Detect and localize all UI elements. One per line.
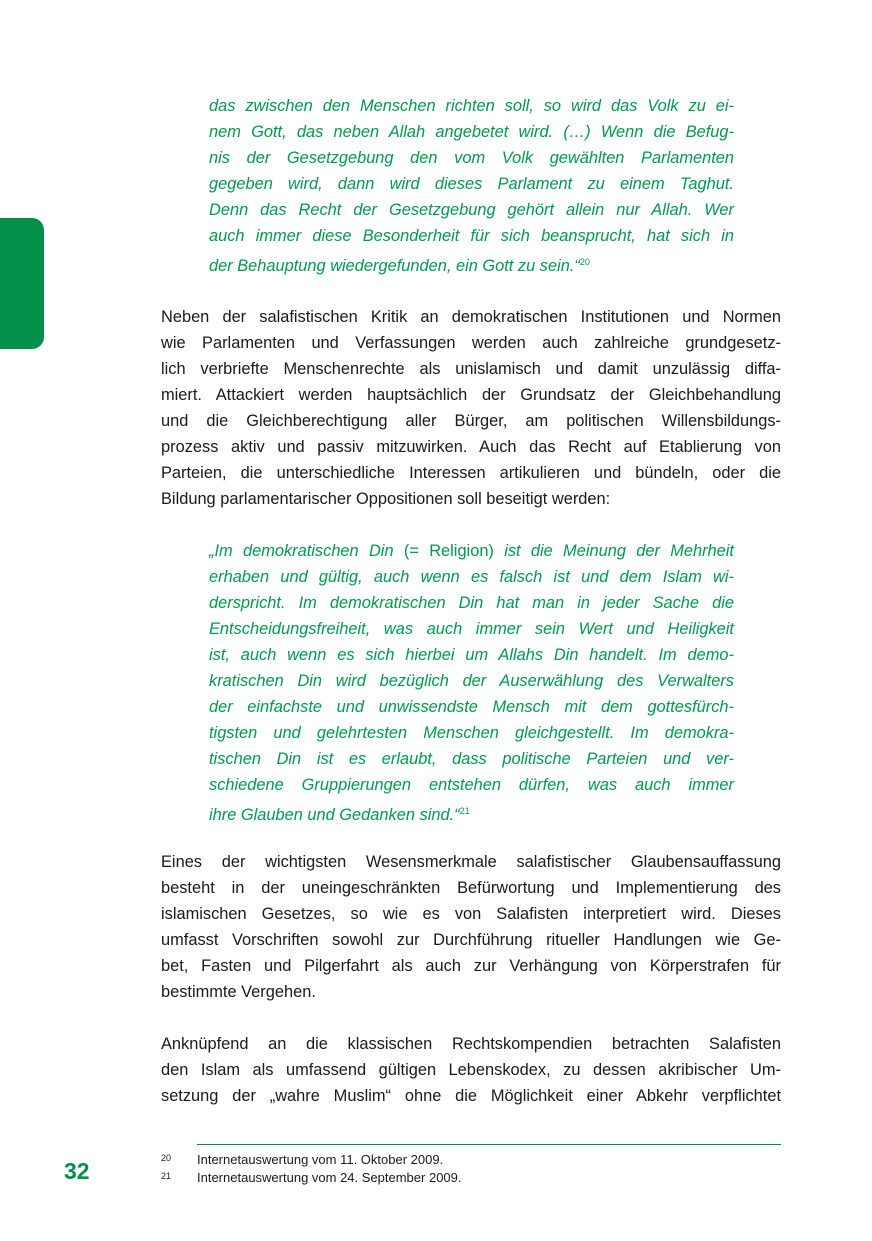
paragraph-line: umfasst Vorschriften sowohl zur Durchführung ritueller Handlungen wie Ge- <box>161 931 781 949</box>
paragraph-line: Eines der wichtigsten Wesensmerkmale salafistischer Glaubensauffassung <box>161 853 781 871</box>
paragraph-line: setzung der „wahre Muslim“ ohne die Möglichkeit einer Abkehr verpflichtet <box>161 1087 781 1105</box>
quote-line: der einfachste und unwissendste Mensch mit dem gottesfürch- <box>209 698 734 716</box>
quote-line-first <box>209 538 734 564</box>
quote-line: auch immer diese Besonderheit für sich beansprucht, hat sich in <box>209 227 734 245</box>
quote-line: ihre Glauben und Gedanken sind.“ <box>209 806 460 824</box>
quote-line: nem Gott, das neben Allah angebetet wird. (…) Wenn die Befug- <box>209 123 734 141</box>
footnote-21 <box>161 1167 462 1187</box>
quote-line: tischen Din ist es erlaubt, dass politische Parteien und ver- <box>209 750 734 768</box>
footnote-divider <box>197 1144 781 1145</box>
paragraph-line: Neben der salafistischen Kritik an demokratischen Institutionen und Normen <box>161 308 781 326</box>
paragraph-line: bestimmte Vergehen. <box>161 983 316 1001</box>
paragraph-line: Bildung parlamentarischer Oppositionen soll beseitigt werden: <box>161 490 611 508</box>
paragraph-line: lich verbriefte Menschenrechte als unislamisch und damit unzulässig diffa- <box>161 360 781 378</box>
footnote-number: 20 <box>161 1153 172 1163</box>
quote-inline-note: (= Religion) <box>403 542 494 560</box>
chapter-side-tab <box>0 218 44 349</box>
paragraph-3 <box>161 1031 781 1109</box>
quote-line: tigsten und gelehrtesten Menschen gleichgestellt. Im demokra- <box>209 724 734 742</box>
paragraph-line: islamischen Gesetzes, so wie es von Salafisten interpretiert wird. Dieses <box>161 905 781 923</box>
paragraph-line: Anknüpfend an die klassischen Rechtskompendien betrachten Salafisten <box>161 1035 781 1053</box>
paragraph-line: und die Gleichberechtigung aller Bürger, am politischen Willensbildungs- <box>161 412 781 430</box>
footnote-text: Internetauswertung vom 24. September 2009. <box>197 1170 462 1185</box>
quote-line-last <box>209 249 734 279</box>
paragraph-line: besteht in der uneingeschränkten Befürwortung und Implementierung des <box>161 879 781 897</box>
block-quote-2 <box>209 538 734 828</box>
footnote-20 <box>161 1149 443 1169</box>
paragraph-1 <box>161 304 781 512</box>
quote-line: erhaben und gültig, auch wenn es falsch ist und dem Islam wi- <box>209 568 734 586</box>
quote-line: Denn das Recht der Gesetzgebung gehört allein nur Allah. Wer <box>209 201 734 219</box>
paragraph-line: wie Parlamenten und Verfassungen werden auch zahlreiche grundgesetz- <box>161 334 781 352</box>
block-quote-1 <box>209 93 734 279</box>
quote-line-last <box>209 798 734 828</box>
quote-line: gegeben wird, dann wird dieses Parlament zu einem Taghut. <box>209 175 734 193</box>
footnote-number: 21 <box>161 1171 172 1181</box>
quote-line: nis der Gesetzgebung den vom Volk gewählten Parlamenten <box>209 149 734 167</box>
paragraph-line: prozess aktiv und passiv mitzuwirken. Auch das Recht auf Etablierung von <box>161 438 781 456</box>
footnote-text: Internetauswertung vom 11. Oktober 2009. <box>197 1152 444 1167</box>
paragraph-line: Parteien, die unterschiedliche Interessen artikulieren und bündeln, oder die <box>161 464 781 482</box>
quote-line: Entscheidungsfreiheit, was auch immer sein Wert und Heiligkeit <box>209 620 734 638</box>
quote-line: das zwischen den Menschen richten soll, so wird das Volk zu ei- <box>209 97 734 115</box>
paragraph-line: miert. Attackiert werden hauptsächlich der Grundsatz der Gleichbehandlung <box>161 386 781 404</box>
page-number: 32 <box>64 1158 90 1184</box>
quote-line-start: „Im demokratischen Din <box>209 542 404 560</box>
quote-line: schiedene Gruppierungen entstehen dürfen, was auch immer <box>209 776 734 794</box>
quote-line: kratischen Din wird bezüglich der Auserwählung des Verwalters <box>209 672 734 690</box>
paragraph-2 <box>161 849 781 1005</box>
footnote-ref-20[interactable]: 20 <box>579 257 590 267</box>
paragraph-line: den Islam als umfassend gültigen Lebenskodex, zu dessen akribischer Um- <box>161 1061 781 1079</box>
paragraph-line: bet, Fasten und Pilgerfahrt als auch zur Verhängung von Körperstrafen für <box>161 957 781 975</box>
quote-line: der Behauptung wiedergefunden, ein Gott zu sein.“ <box>209 257 580 275</box>
quote-line: ist, auch wenn es sich hierbei um Allahs Din handelt. Im demo- <box>209 646 734 664</box>
footnote-ref-21[interactable]: 21 <box>459 806 470 816</box>
quote-line-end: ist die Meinung der Mehrheit <box>493 542 734 560</box>
quote-line: derspricht. Im demokratischen Din hat man in jeder Sache die <box>209 594 734 612</box>
